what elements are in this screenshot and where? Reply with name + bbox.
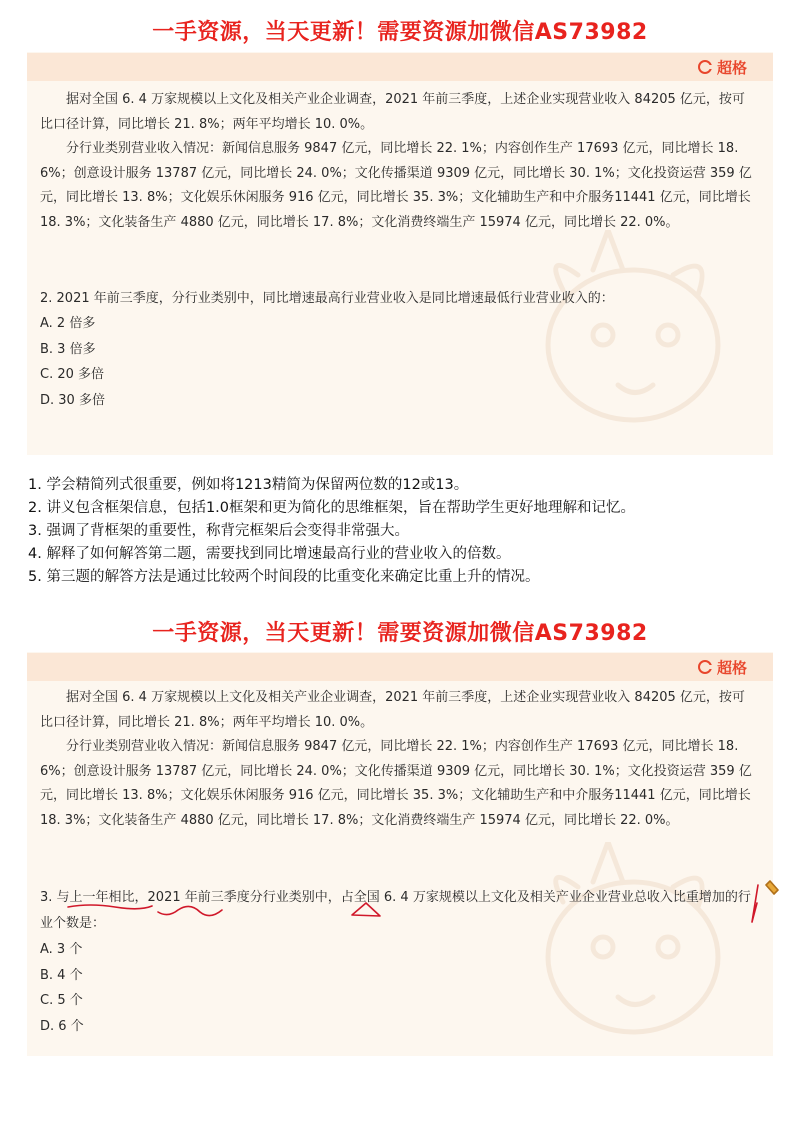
note-item: 5. 第三题的解答方法是通过比较两个时间段的比重变化来确定比重上升的情况。 xyxy=(28,569,540,585)
brand-name: 超格 xyxy=(716,658,747,677)
note-item: 1. 学会精简列式很重要，例如将1213精简为保留两位数的12或13。 xyxy=(28,477,469,493)
passage-paragraph: 分行业类别营业收入情况：新闻信息服务 9847 亿元，同比增长 22. 1%；内容创作生产 17693 亿元，同比增长 18. 6%；创意设计服务 13787 亿元，同比增长 24. 0%；文化传播渠道 9309 亿元，同比增长 30. 1%；文化投资运营 359 亿元，同比增长 13. 8%；文化娱乐休闲服务 916 亿元，同比增长 35. 3%；文化辅助生产和中介服务11441 亿元，同比增长 18. 3%；文化装备生产 4880 亿元，同比增长 17. 8%；文化消费终端生产 15974 亿元，同比增长 22. 0%。 xyxy=(40,739,752,828)
brand-g-icon xyxy=(698,660,712,674)
slide-1 xyxy=(27,0,773,455)
passage xyxy=(40,88,755,235)
question-2 xyxy=(40,287,759,413)
passage-paragraph: 据对全国 6. 4 万家规模以上文化及相关产业企业调查，2021 年前三季度，上述企业实现营业收入 84205 亿元，按可比口径计算，同比增长 21. 8%；两年平均增长 10. 0%。 xyxy=(40,690,745,730)
slide-2 xyxy=(27,612,773,1056)
passage xyxy=(40,686,755,833)
brand-name: 超格 xyxy=(716,58,747,77)
passage-paragraph: 分行业类别营业收入情况：新闻信息服务 9847 亿元，同比增长 22. 1%；内容创作生产 17693 亿元，同比增长 18. 6%；创意设计服务 13787 亿元，同比增长 24. 0%；文化传播渠道 9309 亿元，同比增长 30. 1%；文化投资运营 359 亿元，同比增长 13. 8%；文化娱乐休闲服务 916 亿元，同比增长 35. 3%；文化辅助生产和中介服务11441 亿元，同比增长 18. 3%；文化装备生产 4880 亿元，同比增长 17. 8%；文化消费终端生产 15974 亿元，同比增长 22. 0%。 xyxy=(40,141,752,230)
brand-g-icon xyxy=(698,60,712,74)
banner-title: 一手资源，当天更新！需要资源加微信AS73982 xyxy=(27,612,773,652)
option-c: C. 20 多倍 xyxy=(40,367,105,382)
option-a: A. 3 个 xyxy=(40,942,83,957)
note-item: 4. 解释了如何解答第二题，需要找到同比增速最高行业的营业收入的倍数。 xyxy=(28,546,511,562)
option-b: B. 3 倍多 xyxy=(40,341,96,357)
brand-logo xyxy=(698,57,747,77)
passage-paragraph: 据对全国 6. 4 万家规模以上文化及相关产业企业调查，2021 年前三季度，上述企业实现营业收入 84205 亿元，按可比口径计算，同比增长 21. 8%；两年平均增长 10. 0%。 xyxy=(40,92,745,132)
brand-bar xyxy=(27,53,773,81)
question-3 xyxy=(40,885,759,1039)
summary-notes xyxy=(28,474,768,589)
option-c: C. 5 个 xyxy=(40,993,83,1008)
brand-bar xyxy=(27,653,773,681)
note-item: 2. 讲义包含框架信息，包括1.0框架和更为简化的思维框架，旨在帮助学生更好地理解和记忆。 xyxy=(28,500,635,516)
option-a: A. 2 倍多 xyxy=(40,316,96,331)
note-item: 3. 强调了背框架的重要性，称背完框架后会变得非常强大。 xyxy=(28,523,409,539)
question-text: 3. 与上一年相比，2021 年前三季度分行业类别中，占全国 6. 4 万家规模以上文化及相关产业企业营业总收入比重增加的行业个数是： xyxy=(40,890,751,931)
banner-title: 一手资源，当天更新！需要资源加微信AS73982 xyxy=(27,0,773,52)
option-d: D. 30 多倍 xyxy=(40,392,105,408)
question-text: 2. 2021 年前三季度，分行业类别中，同比增速最高行业营业收入是同比增速最低行业营业收入的： xyxy=(40,291,614,306)
option-d: D. 6 个 xyxy=(40,1018,84,1034)
option-b: B. 4 个 xyxy=(40,967,83,983)
brand-logo xyxy=(698,657,747,677)
